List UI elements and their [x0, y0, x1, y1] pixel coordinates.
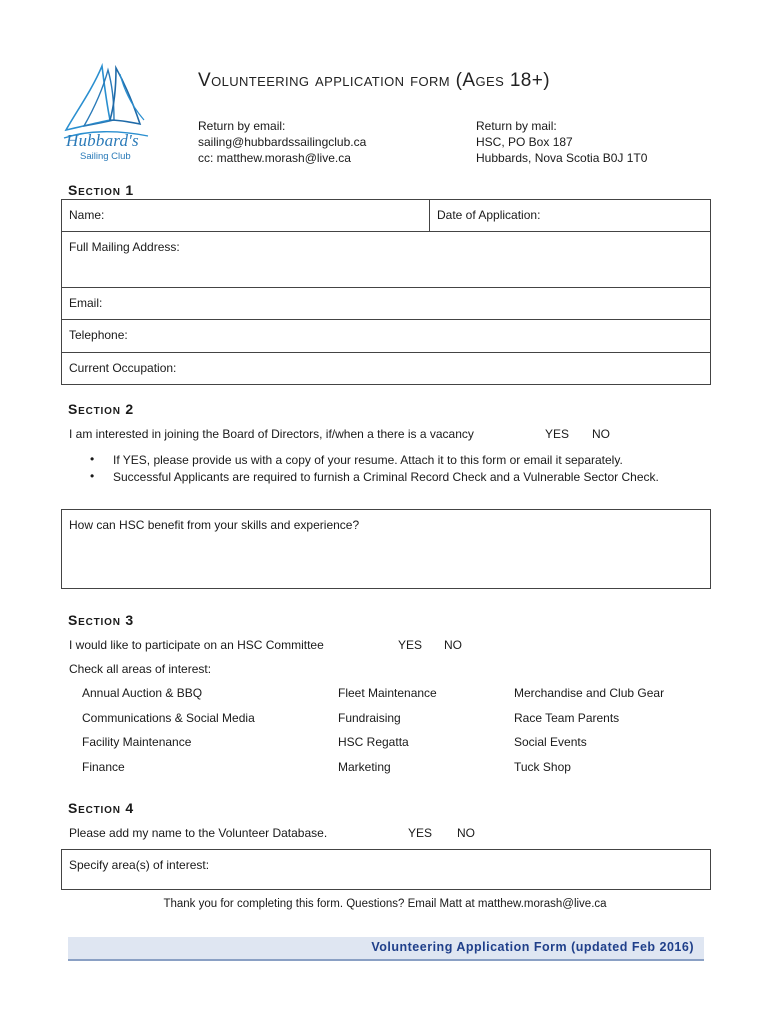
date-field[interactable]: Date of Application: — [437, 208, 541, 222]
committee-question: I would like to participate on an HSC Committee — [69, 638, 324, 652]
section1-row-line — [61, 287, 711, 288]
address-field[interactable]: Full Mailing Address: — [69, 240, 180, 254]
database-yes-option[interactable]: YES — [408, 826, 433, 840]
name-field[interactable]: Name: — [69, 208, 105, 222]
footer-text: Volunteering Application Form (updated Feb 2016) — [371, 940, 694, 954]
interest-option[interactable]: Race Team Parents — [514, 711, 620, 725]
return-email-label: Return by email: — [198, 119, 286, 133]
bullet-icon: • — [90, 452, 95, 466]
bullet-icon: • — [90, 469, 95, 483]
interest-option[interactable]: Social Events — [514, 735, 587, 749]
section1-table — [61, 199, 711, 385]
return-email-cc: cc: matthew.morash@live.ca — [198, 151, 351, 165]
bullet-record-check: Successful Applicants are required to furnish a Criminal Record Check and a Vulnerable Sector Check. — [113, 470, 659, 484]
section2-heading: Section 2 — [68, 401, 134, 417]
specify-areas-label: Specify area(s) of interest: — [69, 858, 210, 872]
section1-row-line — [61, 319, 711, 320]
telephone-field[interactable]: Telephone: — [69, 328, 128, 342]
return-mail-line2: Hubbards, Nova Scotia B0J 1T0 — [476, 151, 648, 165]
interest-option[interactable]: Annual Auction & BBQ — [82, 686, 203, 700]
section1-divider — [429, 199, 430, 231]
footer-bar — [68, 937, 704, 961]
section3-heading: Section 3 — [68, 612, 134, 628]
page-title: Volunteering application form (Ages 18+) — [198, 70, 550, 91]
section1-row-line — [61, 352, 711, 353]
section1-heading: Section 1 — [68, 182, 134, 198]
interest-option[interactable]: Facility Maintenance — [82, 735, 192, 749]
interest-option[interactable]: Tuck Shop — [514, 760, 571, 774]
board-yes-option[interactable]: YES — [545, 427, 570, 441]
email-field[interactable]: Email: — [69, 296, 103, 310]
check-areas-label: Check all areas of interest: — [69, 662, 212, 676]
board-question: I am interested in joining the Board of Directors, if/when a there is a vacancy — [69, 427, 474, 441]
interest-option[interactable]: Fundraising — [338, 711, 401, 725]
logo-name: Hubbard's — [66, 131, 139, 150]
committee-no-option[interactable]: NO — [444, 638, 462, 652]
logo-subtitle: Sailing Club — [80, 151, 131, 162]
interest-option[interactable]: HSC Regatta — [338, 735, 409, 749]
return-email-block — [198, 118, 366, 166]
section4-heading: Section 4 — [68, 800, 134, 816]
benefit-label: How can HSC benefit from your skills and experience? — [69, 518, 360, 532]
database-question: Please add my name to the Volunteer Database. — [69, 826, 328, 840]
board-no-option[interactable]: NO — [592, 427, 610, 441]
database-no-option[interactable]: NO — [457, 826, 475, 840]
return-email-address: sailing@hubbardssailingclub.ca — [198, 135, 367, 149]
occupation-field[interactable]: Current Occupation: — [69, 361, 177, 375]
return-mail-block — [476, 118, 647, 166]
interest-option[interactable]: Marketing — [338, 760, 391, 774]
thank-you-note: Thank you for completing this form. Questions? Email Matt at matthew.morash@live.ca — [163, 898, 607, 910]
interest-option[interactable]: Communications & Social Media — [82, 711, 255, 725]
section1-row-line — [61, 231, 711, 232]
bullet-resume: If YES, please provide us with a copy of your resume. Attach it to this form or email it separately. — [113, 453, 623, 467]
committee-yes-option[interactable]: YES — [398, 638, 423, 652]
interest-option[interactable]: Fleet Maintenance — [338, 686, 437, 700]
interest-option[interactable]: Merchandise and Club Gear — [514, 686, 665, 700]
return-mail-line1: HSC, PO Box 187 — [476, 135, 573, 149]
interest-option[interactable]: Finance — [82, 760, 125, 774]
return-mail-label: Return by mail: — [476, 119, 557, 133]
